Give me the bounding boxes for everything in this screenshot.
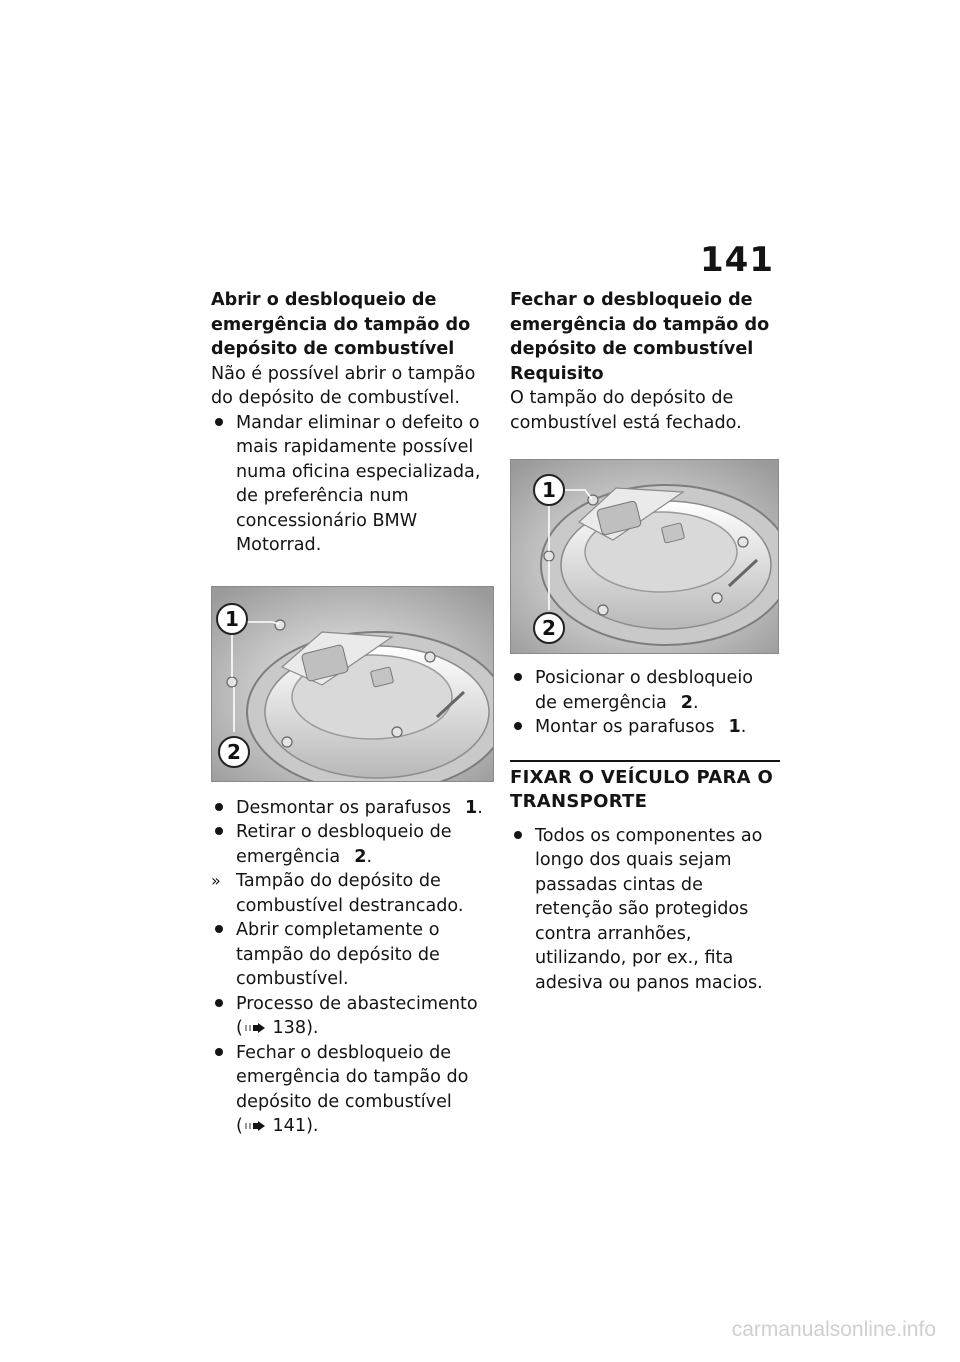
page-reference-arrow-icon [243, 1120, 267, 1132]
left-step-2: Retirar o desbloqueio de emergência 2. [211, 820, 493, 869]
left-step-5: Processo de abastecimento ( 138). [211, 992, 493, 1041]
right-step-2: Montar os parafusos 1. [510, 715, 780, 740]
bullet-icon [514, 831, 522, 839]
fuel-cap-figure-open [211, 586, 494, 782]
page-number: 141 [700, 240, 774, 280]
result-marker: » [211, 871, 221, 890]
page-ref-link[interactable]: 141 [272, 1116, 307, 1136]
footer-watermark: carmanualsonline.info [731, 1318, 936, 1341]
bullet-icon [211, 411, 233, 436]
bullet-icon [514, 722, 522, 730]
left-step-1: Desmontar os parafusos 1. [211, 796, 493, 821]
left-heading: Abrir o desbloqueio de emergência do tampão do depósito de combustível [211, 290, 471, 359]
left-bullet-text: Mandar eliminar o defeito o mais rapidamente possível numa oficina especializada, de preferência num concessionário BMW Motorrad. [236, 412, 481, 555]
requirement-title: Requisito [510, 363, 604, 384]
bullet-icon [215, 1048, 223, 1056]
left-intro: Não é possível abrir o tampão do depósito de combustível. [211, 363, 476, 408]
page-ref-link[interactable]: 138 [272, 1018, 307, 1038]
section-bullet-item [510, 824, 780, 996]
figure-label-1: 1 [225, 606, 239, 631]
figure-label-2: 2 [227, 739, 241, 764]
left-step-4: Abrir completamente o tampão do depósito de combustível. [211, 918, 493, 992]
fuel-cap-figure-closed [510, 459, 779, 654]
right-column [510, 288, 780, 995]
bullet-icon [514, 673, 522, 681]
section-title: FIXAR O VEÍCULO PARA O TRANSPORTE [510, 766, 774, 812]
figure-label-2: 2 [542, 616, 556, 640]
bullet-icon [215, 925, 223, 933]
bullet-icon [215, 827, 223, 835]
page-reference-arrow-icon [243, 1022, 267, 1034]
bullet-icon [215, 803, 223, 811]
requirement-text: O tampão do depósito de combustível está fechado. [510, 388, 742, 433]
left-step-result: » Tampão do depósito de combustível destrancado. [211, 871, 464, 916]
right-heading: Fechar o desbloqueio de emergência do tampão do depósito de combustível [510, 290, 770, 359]
left-step-6: Fechar o desbloqueio de emergência do tampão do depósito de combustível ( 141). [211, 1041, 493, 1139]
figure-label-1: 1 [542, 478, 556, 502]
section-divider [510, 760, 780, 762]
right-step-1: Posicionar o desbloqueio de emergência 2. [510, 666, 780, 715]
section-bullet-text: Todos os componentes ao longo dos quais sejam passadas cintas de retenção são protegidos contra arranhões, utilizando, por ex., fita adesiva ou panos macios. [535, 825, 763, 993]
left-bullet-item [211, 411, 493, 558]
bullet-icon [215, 999, 223, 1007]
left-column [211, 288, 493, 1139]
